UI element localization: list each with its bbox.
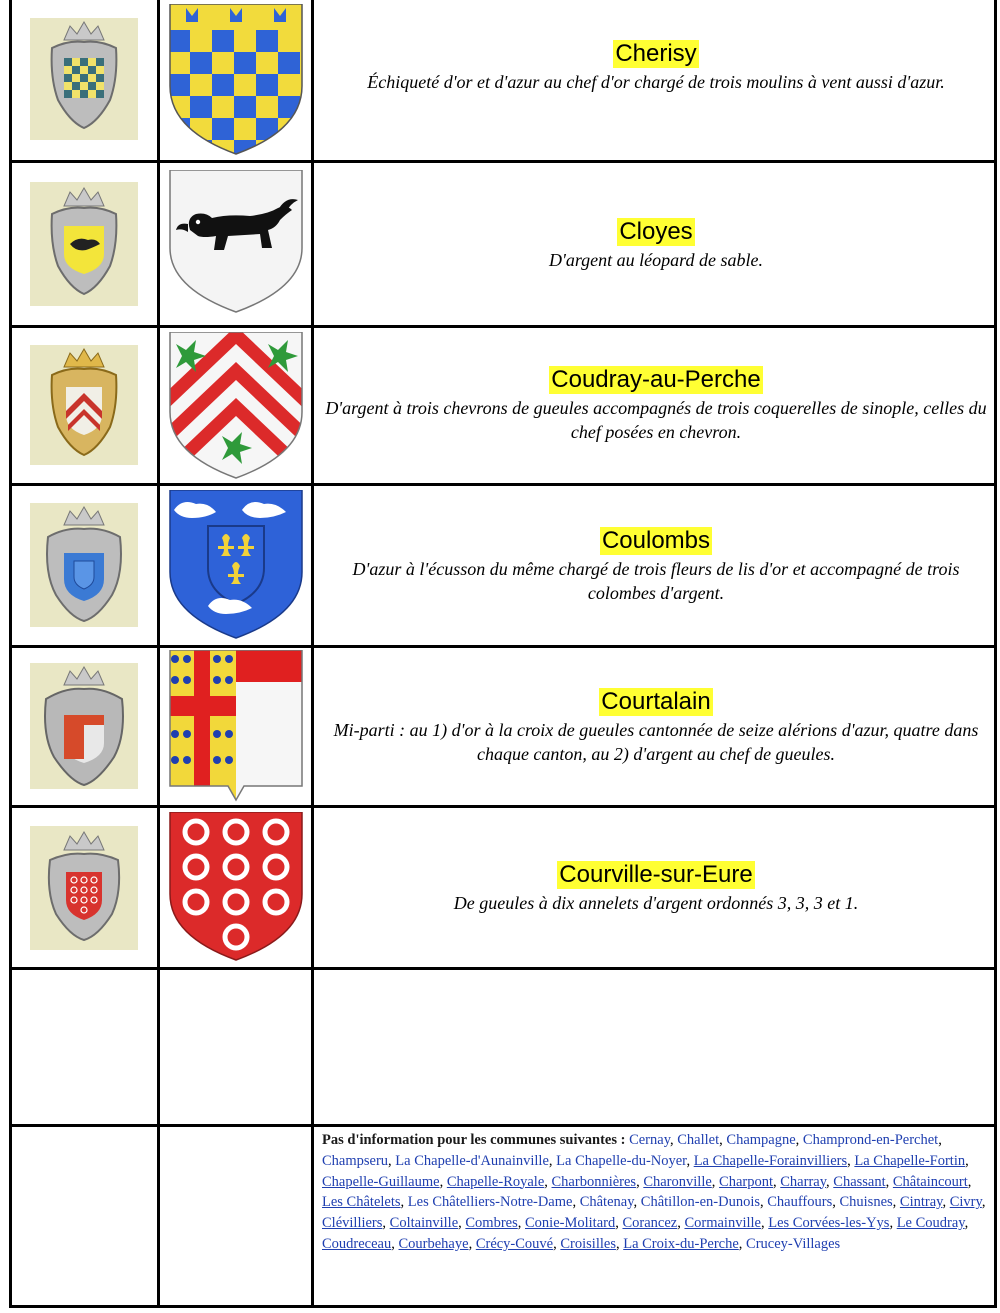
commune-link[interactable]: Charray — [780, 1173, 827, 1190]
commune-link[interactable]: Champseru — [322, 1152, 389, 1169]
blazon-text: D'argent au léopard de sable. — [549, 250, 763, 270]
column-divider — [311, 0, 314, 1308]
missing-communes-list: Cernay, Challet, Champagne, Champrond-en-Perchet, Champseru, La Chapelle-d'Aunainville, La Chapelle-du-Noyer, La Chapelle-Forainvilliers, La Chapelle-Fortin, Chapelle-Guillaume, Chapelle-Royale, Charbonnières, Charonville, Charpont, Charray, Chassant, Châtaincourt, Les Châtelets, Les Châtelliers-Notre-Dame, Châtenay, Châtillon-en-Dunois, Chauffours, Chuisnes, Cintray, Civry, Clévilliers, Coltainville, Combres, Conie-Molitard, Corancez, Cormainville, Les Corvées-les-Yys, Le Coudray, Coudreceau, Courbehaye, Crécy-Couvé, Croisilles, La Croix-du-Perche, Crucey-Villages — [322, 1132, 986, 1252]
row-info-coulombs — [318, 527, 994, 605]
commune-link[interactable]: Combres — [465, 1215, 518, 1232]
commune-link[interactable]: Châtillon-en-Dunois — [640, 1194, 760, 1211]
row-divider — [9, 967, 997, 970]
row-info-courtalain — [318, 688, 994, 766]
blazon-text: D'argent à trois chevrons de gueules accompagnés de trois coquerelles de sinople, celles du chef posées en chevron. — [325, 398, 987, 442]
row-info-cloyes — [318, 218, 994, 272]
commune-link[interactable]: Champagne — [726, 1132, 796, 1148]
commune-link[interactable]: Chauffours — [767, 1194, 833, 1211]
row-divider — [9, 160, 997, 163]
commune-link[interactable]: Châtaincourt — [892, 1173, 968, 1190]
row-divider — [9, 645, 997, 648]
blazon-text: De gueules à dix annelets d'argent ordonnés 3, 3, 3 et 1. — [453, 893, 859, 913]
commune-link[interactable]: Champrond-en-Perchet — [802, 1132, 939, 1148]
commune-link[interactable]: Les Châtelets — [322, 1194, 401, 1211]
row-divider — [9, 1124, 997, 1127]
commune-name: Coulombs — [601, 527, 711, 554]
commune-link[interactable]: Coltainville — [389, 1215, 459, 1232]
commune-link[interactable]: Challet — [677, 1132, 720, 1148]
row-divider — [9, 483, 997, 486]
commune-link[interactable]: Châtenay — [579, 1194, 634, 1211]
pin-photo-coudray-au-perche — [30, 345, 138, 465]
missing-communes-note — [322, 1130, 992, 1255]
commune-link[interactable]: La Chapelle-Fortin — [854, 1152, 966, 1169]
missing-lead: Pas d'information pour les communes suivantes : — [322, 1132, 626, 1148]
arms-courville-sur-eure — [168, 812, 304, 967]
row-divider — [9, 325, 997, 328]
commune-link[interactable]: Courbehaye — [398, 1235, 469, 1252]
commune-link[interactable]: Chapelle-Royale — [446, 1173, 545, 1190]
commune-link[interactable]: Le Coudray — [896, 1215, 965, 1232]
pin-photo-courville-sur-eure — [30, 826, 138, 950]
commune-link[interactable]: Conie-Molitard — [525, 1215, 616, 1232]
row-info-cherisy — [318, 40, 994, 94]
commune-link[interactable]: Charonville — [643, 1173, 712, 1190]
arms-courtalain — [168, 650, 304, 807]
commune-link[interactable]: Charpont — [719, 1173, 774, 1190]
commune-link[interactable]: Les Châtelliers-Notre-Dame — [407, 1194, 573, 1211]
commune-link[interactable]: Civry — [949, 1194, 982, 1211]
commune-link[interactable]: Croisilles — [560, 1235, 616, 1252]
commune-link[interactable]: La Chapelle-d'Aunainville — [395, 1152, 549, 1169]
commune-link[interactable]: La Chapelle-du-Noyer — [556, 1152, 687, 1169]
commune-link[interactable]: Cintray — [899, 1194, 943, 1211]
arms-coulombs — [168, 490, 304, 645]
blazon-text: D'azur à l'écusson du même chargé de trois fleurs de lis d'or et accompagné de trois colombes d'argent. — [352, 559, 960, 603]
pin-photo-coulombs — [30, 503, 138, 627]
commune-link[interactable]: Cernay — [629, 1132, 671, 1148]
blazon-text: Échiqueté d'or et d'azur au chef d'or chargé de trois moulins à vent aussi d'azur. — [367, 72, 945, 92]
row-divider — [9, 805, 997, 808]
commune-link[interactable]: Chassant — [833, 1173, 886, 1190]
commune-name: Courville-sur-Eure — [559, 861, 753, 888]
commune-link[interactable]: Chuisnes — [839, 1194, 893, 1211]
commune-link[interactable]: Chapelle-Guillaume — [322, 1173, 440, 1190]
commune-name: Cloyes — [619, 218, 693, 245]
arms-cherisy — [168, 4, 304, 161]
arms-cloyes — [168, 170, 304, 319]
commune-link[interactable]: Crucey-Villages — [746, 1235, 841, 1252]
column-divider — [157, 0, 160, 1308]
commune-name: Cherisy — [615, 40, 697, 67]
pin-photo-cloyes — [30, 182, 138, 306]
arms-coudray-au-perche — [168, 332, 304, 485]
commune-link[interactable]: Crécy-Couvé — [475, 1235, 554, 1252]
commune-link[interactable]: La Chapelle-Forainvilliers — [693, 1152, 848, 1169]
commune-link[interactable]: Clévilliers — [322, 1215, 383, 1232]
commune-link[interactable]: Cormainville — [684, 1215, 761, 1232]
row-info-courville-sur-eure — [318, 861, 994, 915]
commune-link[interactable]: Corancez — [622, 1215, 678, 1232]
blazon-text: Mi-parti : au 1) d'or à la croix de gueules cantonnée de seize alérions d'azur, quatre dans chaque canton, au 2) d'argent au chef de gueules. — [333, 720, 979, 764]
commune-link[interactable]: Coudreceau — [322, 1235, 392, 1252]
commune-link[interactable]: La Croix-du-Perche — [623, 1235, 739, 1252]
row-info-coudray-au-perche — [318, 366, 994, 444]
pin-photo-courtalain — [30, 663, 138, 789]
pin-photo-cherisy — [30, 18, 138, 140]
commune-link[interactable]: Charbonnières — [551, 1173, 637, 1190]
commune-name: Coudray-au-Perche — [551, 366, 761, 393]
commune-name: Courtalain — [601, 688, 711, 715]
commune-link[interactable]: Les Corvées-les-Yys — [768, 1215, 890, 1232]
